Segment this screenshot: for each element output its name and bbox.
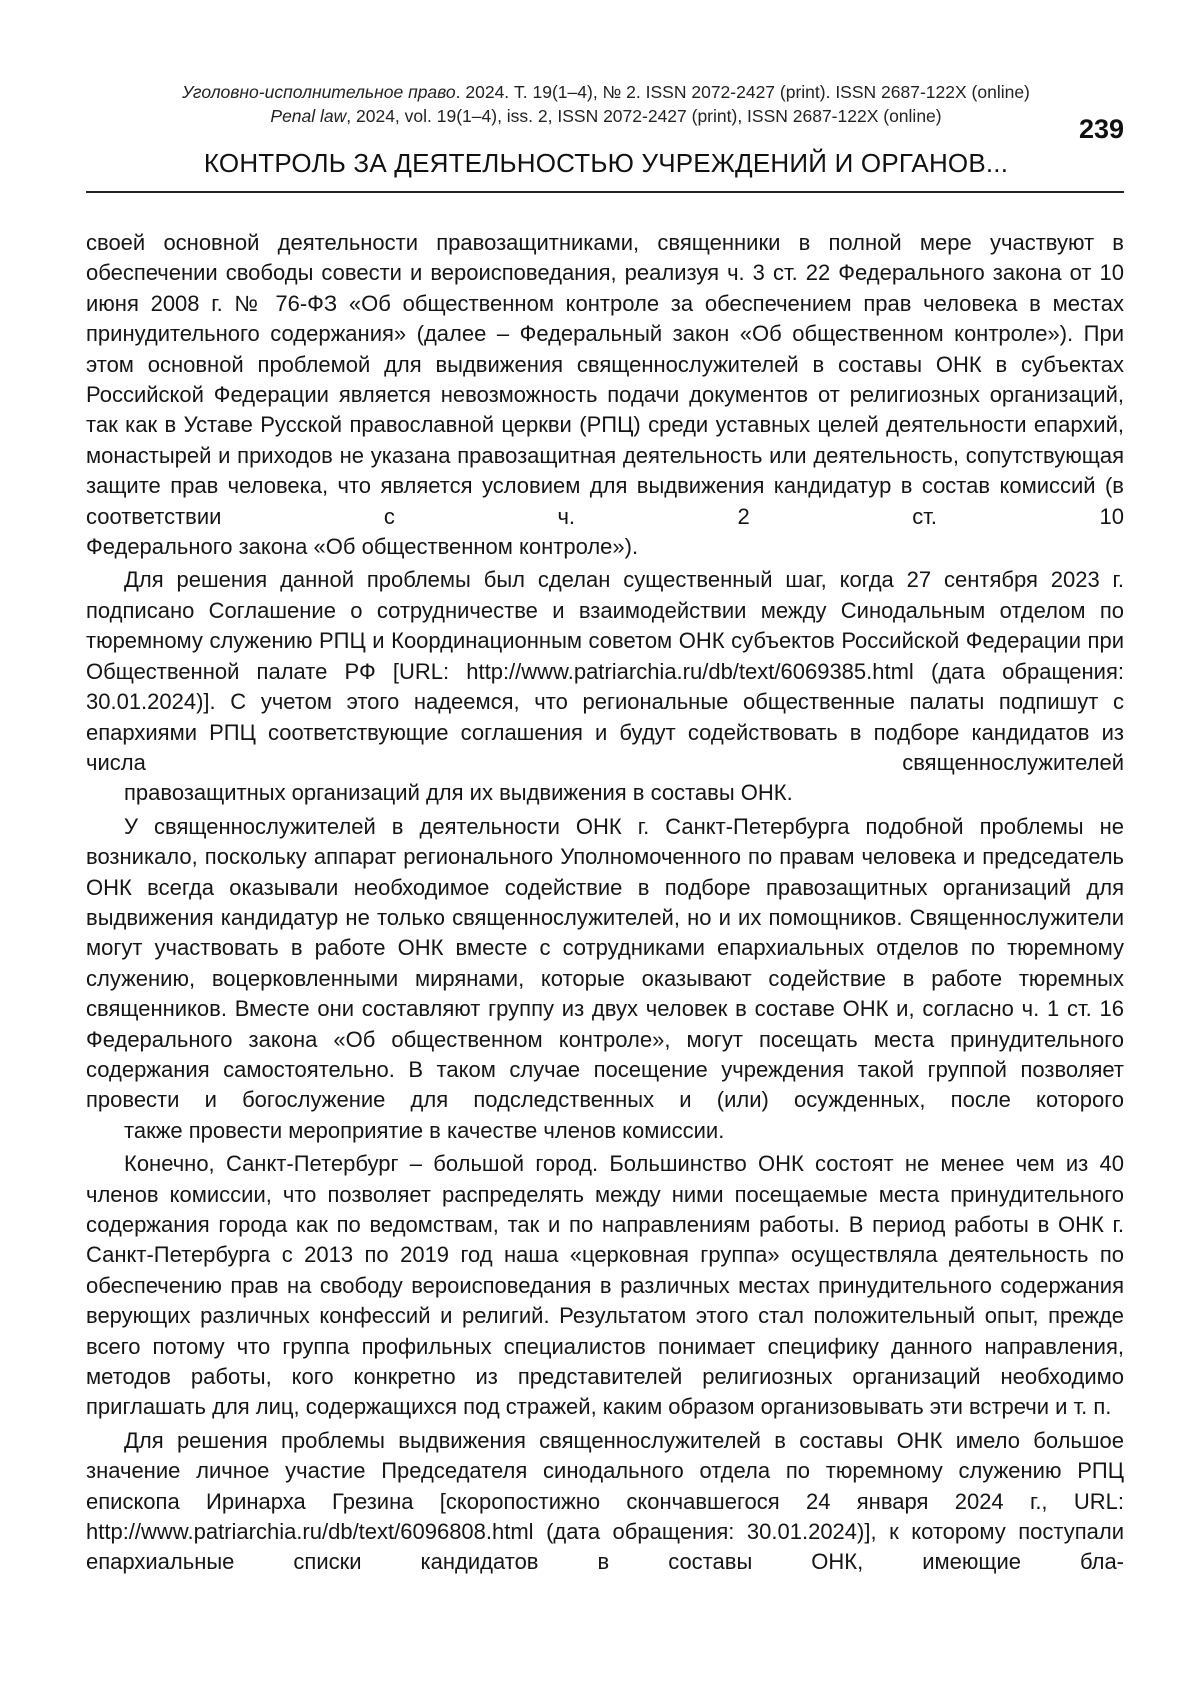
journal-title-ru: Уголовно-исполнительное право xyxy=(182,82,456,102)
paragraph-5-text: Для решения проблемы выдвижения священнослужителей в составы ОНК имело большое значение личное участие Председателя синодального отдела по тюремному служению РПЦ епископа Иринарха Грезина [скоропостижно скончавшегося 24 января 2024 г., URL: http://www.patriarchia.ru/db/text/6096808.html (дата обращения: 30.01.2024)], к которому поступали епархиальные списки кандидатов в составы ОНК, имеющие бла- xyxy=(86,1428,1124,1575)
paragraph-4-text: Конечно, Санкт-Петербург – большой город. Большинство ОНК состоят не менее чем из 40 членов комиссии, что позволяет распределять между ними посещаемые места принудительного содержания города как по ведомствам, так и по направлениям работы. В период работы в ОНК г. Санкт-Петербурга с 2013 по 2019 год наша «церковная группа» осуществляла деятельность по обеспечению прав на свободу вероисповедания в различных местах принудительного содержания верующих различных конфессий и религий. Результатом этого стал положительный опыт, прежде всего потому что группа профильных специалистов понимает специфику данного направления, методов работы, кого конкретно из представителей религиозных организаций необходимо приглашать для лиц, содержащихся под стражей, каким образом организовывать эти встречи и т. п. xyxy=(86,1151,1124,1419)
page-number: 239 xyxy=(1079,114,1124,145)
paragraph-4 xyxy=(86,1149,1124,1423)
paragraph-2-tail: правозащитных организаций для их выдвижения в составы ОНК. xyxy=(86,778,1124,808)
section-title: КОНТРОЛЬ ЗА ДЕЯТЕЛЬНОСТЬЮ УЧРЕЖДЕНИЙ И ОРГАНОВ... xyxy=(86,148,1126,179)
paragraph-3-text: У священнослужителей в деятельности ОНК г. Санкт-Петербурга подобной проблемы не возникало, поскольку аппарат регионального Уполномоченного по правам человека и председатель ОНК всегда оказывали необходимое содействие в подборе правозащитных организаций для выдвижения кандидатур не только священнослужителей, но и их помощников. Священнослужители могут участвовать в работе ОНК вместе с сотрудниками епархиальных отделов по тюремному служению, воцерковленными мирянами, которые оказывают содействие в работе тюремных священников. Вместе они составляют группу из двух человек в составе ОНК и, согласно ч. 1 ст. 16 Федерального закона «Об общественном контроле», могут посещать места принудительного содержания самостоятельно. В таком случае посещение учреждения такой группой позволяет провести и богослужение для подследственных и (или) осужденных, после которого xyxy=(86,814,1124,1113)
article-body xyxy=(86,228,1124,1578)
paragraph-3 xyxy=(86,812,1124,1146)
paragraph-1-text: своей основной деятельности правозащитниками, священники в полной мере участвуют в обеспечении свободы совести и вероисповедания, реализуя ч. 3 ст. 22 Федерального закона от 10 июня 2008 г. № 76-ФЗ «Об общественном контроле за обеспечением прав человека в местах принудительного содержания» (далее – Федеральный закон «Об общественном контроле»). При этом основной проблемой для выдвижения священнослужителей в составы ОНК в субъектах Российской Федерации является невозможность подачи документов от религиозных организаций, так как в Уставе Русской православной церкви (РПЦ) среди уставных целей деятельности епархий, монастырей и приходов не указана правозащитная деятельность или деятельность, сопутствующая защите прав человека, что является условием для выдвижения кандидатур в состав комиссий (в соответствии с ч. 2 ст. 10 xyxy=(86,230,1124,529)
journal-page xyxy=(0,0,1200,1694)
citation-details-en: , 2024, vol. 19(1–4), iss. 2, ISSN 2072-2427 (print), ISSN 2687-122X (online) xyxy=(346,106,941,126)
paragraph-2-text: Для решения данной проблемы был сделан существенный шаг, когда 27 сентября 2023 г. подписано Соглашение о сотрудничестве и взаимодействии между Синодальным отделом по тюремному служению РПЦ и Координационным советом ОНК субъектов Российской Федерации при Общественной палате РФ [URL: http://www.patriarchia.ru/db/text/6069385.html (дата обращения: 30.01.2024)]. С учетом этого надеемся, что региональные общественные палаты подпишут с епархиями РПЦ соответствующие соглашения и будут содействовать в подборе кандидатов из числа священнослужителей xyxy=(86,567,1124,774)
citation-line-ru xyxy=(86,80,1126,104)
paragraph-2 xyxy=(86,565,1124,808)
citation-details-ru: . 2024. Т. 19(1–4), № 2. ISSN 2072-2427 (print). ISSN 2687-122X (online) xyxy=(456,82,1030,102)
paragraph-1 xyxy=(86,228,1124,562)
paragraph-1-tail: Федерального закона «Об общественном контроле»). xyxy=(86,532,1124,562)
citation-line-en xyxy=(86,104,1126,128)
paragraph-3-tail: также провести мероприятие в качестве членов комиссии. xyxy=(86,1116,1124,1146)
paragraph-5 xyxy=(86,1426,1124,1578)
header-divider xyxy=(86,191,1124,193)
running-header xyxy=(86,80,1126,128)
journal-title-en: Penal law xyxy=(270,106,346,126)
